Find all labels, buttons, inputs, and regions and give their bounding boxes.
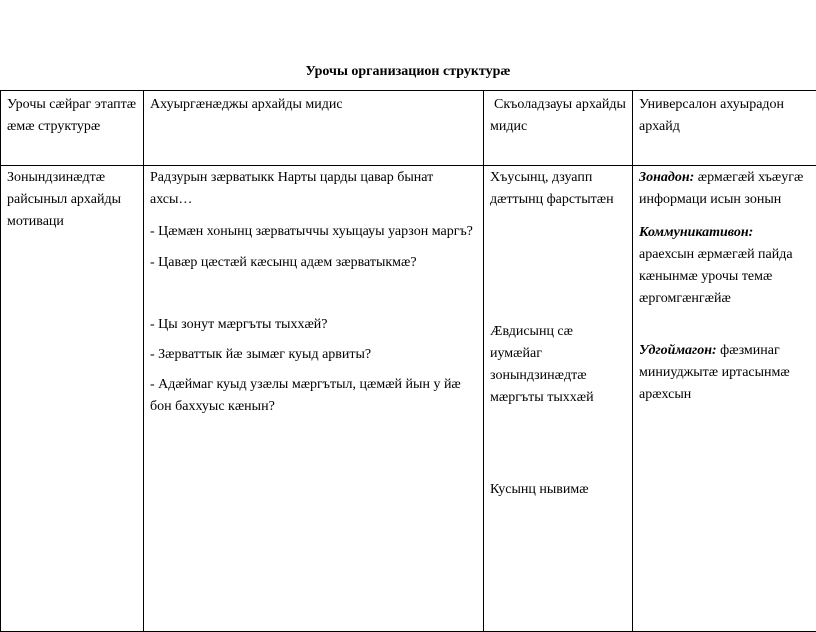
teacher-question-2: - Цавæр цæстæй кæсынц адæм зæрватыкмæ? xyxy=(150,252,477,274)
uud-regulative xyxy=(639,340,810,406)
header-cell-stage: Урочы сæйраг этаптæ æмæ структурæ xyxy=(1,91,144,166)
header-cell-teacher: Ахуыргæнæджы архайды мидис xyxy=(144,91,484,166)
uud-regulative-text: фæзминаг миниуджытæ иртасынмæ арæхсын xyxy=(639,343,790,402)
uud-communicative-label: Коммуникативон: xyxy=(639,225,753,240)
student-activity-2: Æвдисынц сæ иумæйаг зонындзинæдтæ мæргъты тыххæй xyxy=(490,321,626,409)
uud-regulative-label: Удгоймагон: xyxy=(639,343,717,358)
uud-cognitive xyxy=(639,167,810,211)
uud-cognitive-label: Зонадон: xyxy=(639,170,694,185)
header-cell-student xyxy=(484,91,633,166)
teacher-question-1: - Цæмæн хонынц зæрватыччы хуыцауы уарзон маргъ? xyxy=(150,221,477,243)
teacher-intro: Радзурын зæрватыкк Нарты царды цавар бынат ахсы… xyxy=(150,167,477,211)
teacher-question-3: - Цы зонут мæргъты тыххæй? xyxy=(150,314,477,336)
student-activity-3: Кусынц нывимæ xyxy=(490,479,626,501)
cell-uud xyxy=(633,166,816,632)
cell-student-activity xyxy=(484,166,633,632)
teacher-question-5: - Адæймаг куыд узæлы мæргътыл, цæмæй йын у йæ бон баххуыс кæнын? xyxy=(150,374,477,418)
header-student-text: Скъоладзауы архайды мидис xyxy=(490,97,626,134)
uud-communicative xyxy=(639,222,810,310)
table-row xyxy=(1,166,816,632)
uud-communicative-text: араехсын æрмæгæй пайда кæнынмæ урочы темæ æргомгæнгæйæ xyxy=(639,247,793,306)
lesson-structure-table xyxy=(0,90,816,632)
cell-teacher-activity xyxy=(144,166,484,632)
teacher-question-4: - Зæрваттык йæ зымæг куыд арвиты? xyxy=(150,344,477,366)
header-cell-uud: Универсалон ахуырадон архайд xyxy=(633,91,816,166)
uud-cognitive-text: æрмæгæй хъæугæ информаци исын зонын xyxy=(639,170,803,207)
document-title: Урочы организацион структурæ xyxy=(0,62,816,82)
table-header-row xyxy=(1,91,816,166)
cell-stage: Зонындзинæдтæ райсыныл архайды мотиваци xyxy=(1,166,144,632)
student-activity-1: Хъусынц, дзуапп дæттынц фарстытæн xyxy=(490,167,626,211)
